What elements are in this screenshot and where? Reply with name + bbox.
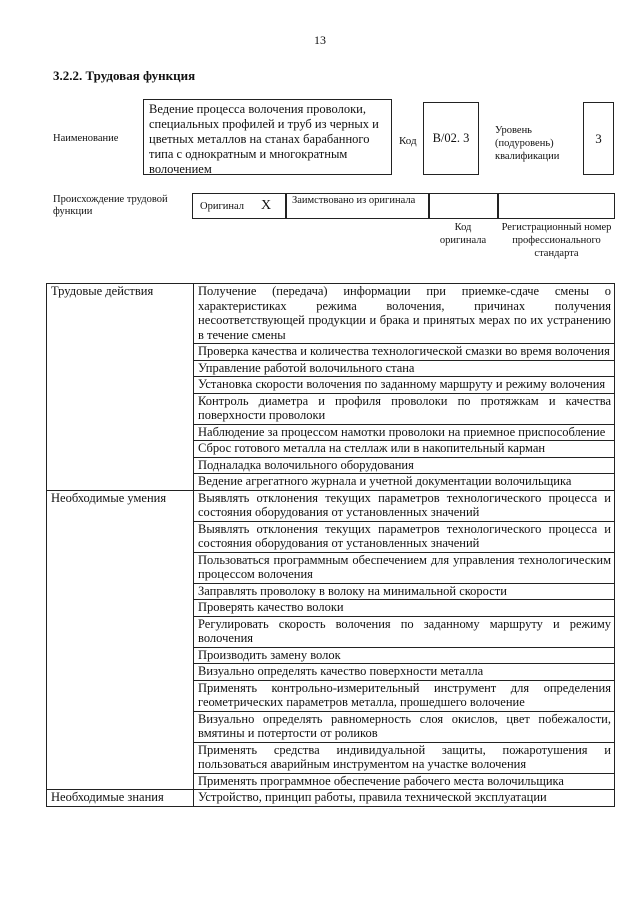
section-item: Ведение агрегатного журнала и учетной документации волочильщика xyxy=(194,474,615,491)
reg-number-cell xyxy=(498,193,615,219)
section-item: Производить замену волок xyxy=(194,647,615,664)
section-item: Выявлять отклонения текущих параметров технологического процесса и состояния оборудования от установленных значений xyxy=(194,490,615,521)
code-original-cell xyxy=(429,193,498,219)
section-item: Контроль диаметра и профиля проволоки по протяжкам и качества поверхности проволоки xyxy=(194,393,615,424)
borrowed-cell xyxy=(286,193,429,219)
section-item: Проверка качества и количества технологической смазки во время волочения xyxy=(194,344,615,361)
code-original-caption: Код оригинала xyxy=(439,222,487,246)
code-box xyxy=(423,102,479,175)
name-label: Наименование xyxy=(53,133,119,144)
section-label: Необходимые умения xyxy=(47,490,194,790)
code-value: B/02. 3 xyxy=(432,131,470,145)
section-item: Визуально определять качество поверхности металла xyxy=(194,664,615,681)
section-item: Проверять качество волоки xyxy=(194,600,615,617)
level-value: 3 xyxy=(595,130,602,146)
section-item: Сброс готового металла на стеллаж или в накопительный карман xyxy=(194,441,615,458)
level-label: Уровень (подуровень) квалификации xyxy=(495,125,560,162)
original-cell xyxy=(192,193,286,219)
level-box xyxy=(583,102,614,175)
section-item: Применять программное обеспечение рабочего места волочильщика xyxy=(194,773,615,790)
borrowed-label: Заимствовано из оригинала xyxy=(292,195,416,206)
section-item: Подналадка волочильного оборудования xyxy=(194,457,615,474)
section-item: Применять средства индивидуальной защиты, пожаротушения и пользоваться аварийным инструментом на участке волочения xyxy=(194,742,615,773)
original-label: Оригинал xyxy=(200,201,244,212)
section-label: Трудовые действия xyxy=(47,284,194,491)
section-item: Заправлять проволоку в волоку на минимальной скорости xyxy=(194,583,615,600)
origin-label: Происхождение трудовой функции xyxy=(53,194,168,217)
section-item: Выявлять отклонения текущих параметров технологического процесса и состояния оборудования от установленных значений xyxy=(194,521,615,552)
section-item: Визуально определять равномерность слоя окислов, цвет побежалости, вмятины и потертости от роликов xyxy=(194,711,615,742)
section-item: Устройство, принцип работы, правила технической эксплуатации xyxy=(194,790,615,807)
function-name-box xyxy=(143,99,392,175)
section-title: 3.2.2. Трудовая функция xyxy=(53,68,196,83)
section-label: Необходимые знания xyxy=(47,790,194,807)
section-item: Получение (передача) информации при приемке-сдаче смены о характеристиках режима волочения, причинах получения несоответствующей продукции и брака и принятых мерах по их устранению в течение смены xyxy=(194,284,615,344)
section-item: Управление работой волочильного стана xyxy=(194,360,615,377)
original-mark: X xyxy=(261,198,272,213)
table-row xyxy=(47,490,615,521)
page-number: 13 xyxy=(314,33,326,47)
code-label: Код xyxy=(399,135,417,147)
section-item: Пользоваться программным обеспечением для управления технологическим процессом волочения xyxy=(194,552,615,583)
table-row xyxy=(47,284,615,344)
section-item: Регулировать скорость волочения по заданному маршруту и режиму волочения xyxy=(194,616,615,647)
table-row xyxy=(47,790,615,807)
section-item: Наблюдение за процессом намотки проволоки на приемное приспособление xyxy=(194,424,615,441)
section-item: Применять контрольно-измерительный инструмент для определения геометрических параметров металла, прошедшего волочение xyxy=(194,680,615,711)
function-table xyxy=(46,283,615,807)
reg-number-caption: Регистрационный номер профессионального стандарта xyxy=(501,222,612,259)
section-item: Установка скорости волочения по заданному маршруту и режиму волочения xyxy=(194,377,615,394)
function-name: Ведение процесса волочения проволоки, специальных профилей и труб из черных и цветных металлов на станах барабанного типа с однократным и многократным волочением xyxy=(149,102,379,176)
